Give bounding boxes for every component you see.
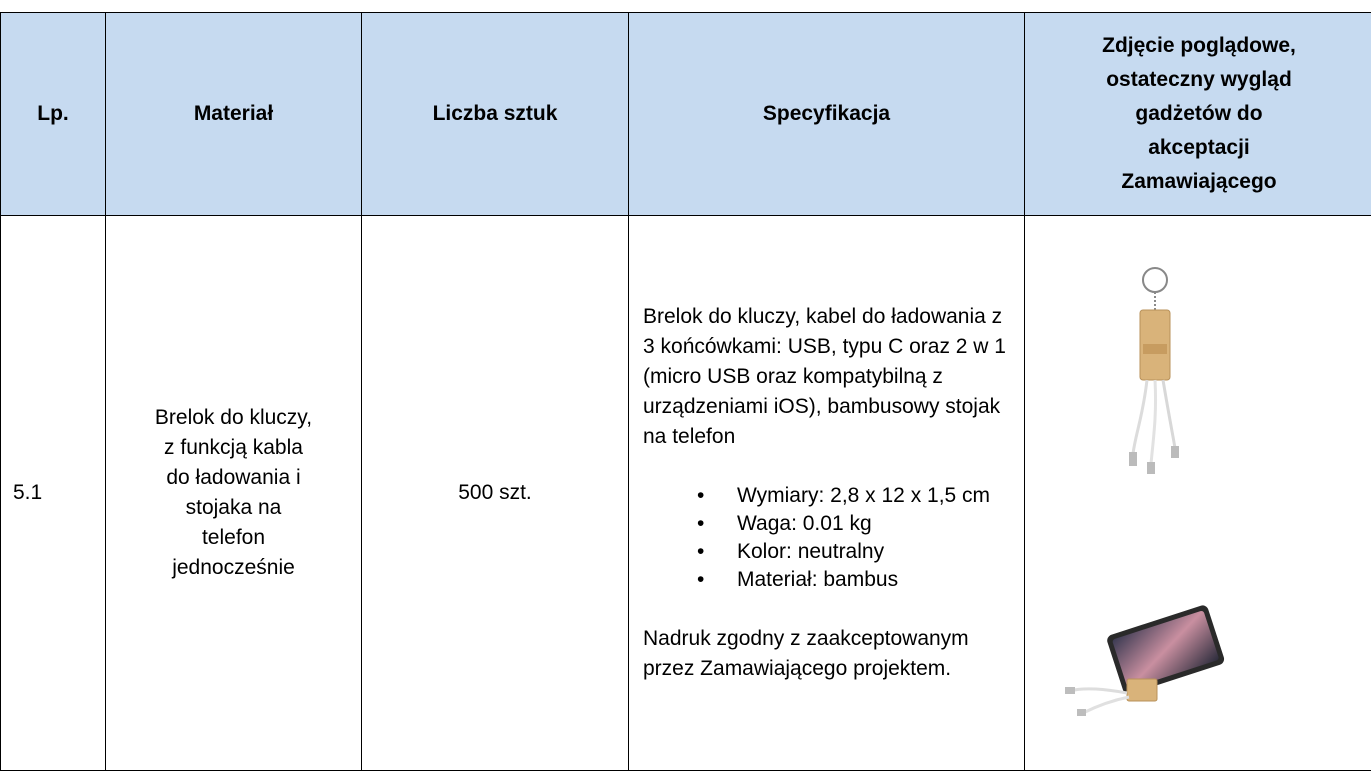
cell-photo — [1025, 216, 1371, 771]
header-photo-line: akceptacji — [1148, 136, 1250, 159]
material-line: z funkcją kabla — [164, 436, 303, 459]
header-lp: Lp. — [1, 13, 106, 216]
spec-list-item — [697, 538, 1014, 566]
spec-item-text: Waga: 0.01 kg — [737, 512, 872, 535]
spec-list-item — [697, 482, 1014, 510]
header-photo-line: Zamawiającego — [1121, 170, 1277, 193]
spec-intro: Brelok do kluczy, kabel do ładowania z 3 końcówkami: USB, typu C oraz 2 w 1 (micro USB oraz kompatybilną z urządzeniami iOS), bambusowy stojak na telefon — [643, 305, 1006, 448]
phone-stand-photo — [1065, 601, 1225, 721]
table-row — [1, 216, 1371, 771]
material-line: do ładowania i — [166, 466, 301, 489]
cell-quantity: 500 szt. — [362, 216, 629, 771]
header-quantity: Liczba sztuk — [362, 13, 629, 216]
header-photo-line: Zdjęcie poglądowe, — [1102, 34, 1296, 57]
spec-item-text: Materiał: bambus — [737, 568, 899, 591]
material-line: Brelok do kluczy, — [154, 406, 313, 429]
spec-item-text: Kolor: neutralny — [737, 540, 885, 563]
spec-list-item — [697, 510, 1014, 538]
keychain-cable-photo — [1095, 266, 1215, 496]
header-photo — [1025, 13, 1371, 216]
spec-list-item — [697, 566, 1014, 594]
header-specification: Specyfikacja — [629, 13, 1025, 216]
header-photo-line: ostateczny wygląd — [1106, 68, 1292, 91]
specification-table — [0, 12, 1371, 771]
cell-lp: 5.1 — [1, 216, 106, 771]
material-line: telefon — [201, 526, 266, 549]
spec-print-note: Nadruk zgodny z zaakceptowanym przez Zamawiającego projektem. — [643, 627, 969, 680]
bullet-icon: • — [697, 540, 705, 563]
cell-material — [106, 216, 362, 771]
cell-specification — [629, 216, 1025, 771]
header-row — [1, 13, 1371, 216]
spec-list — [643, 482, 1014, 594]
material-line: stojaka na — [185, 496, 282, 519]
header-material: Materiał — [106, 13, 362, 216]
spec-item-text: Wymiary: 2,8 x 12 x 1,5 cm — [737, 484, 991, 507]
bullet-icon: • — [697, 512, 705, 535]
bullet-icon: • — [697, 484, 705, 507]
bullet-icon: • — [697, 568, 705, 591]
material-line: jednocześnie — [172, 556, 295, 579]
header-photo-line: gadżetów do — [1135, 102, 1263, 125]
